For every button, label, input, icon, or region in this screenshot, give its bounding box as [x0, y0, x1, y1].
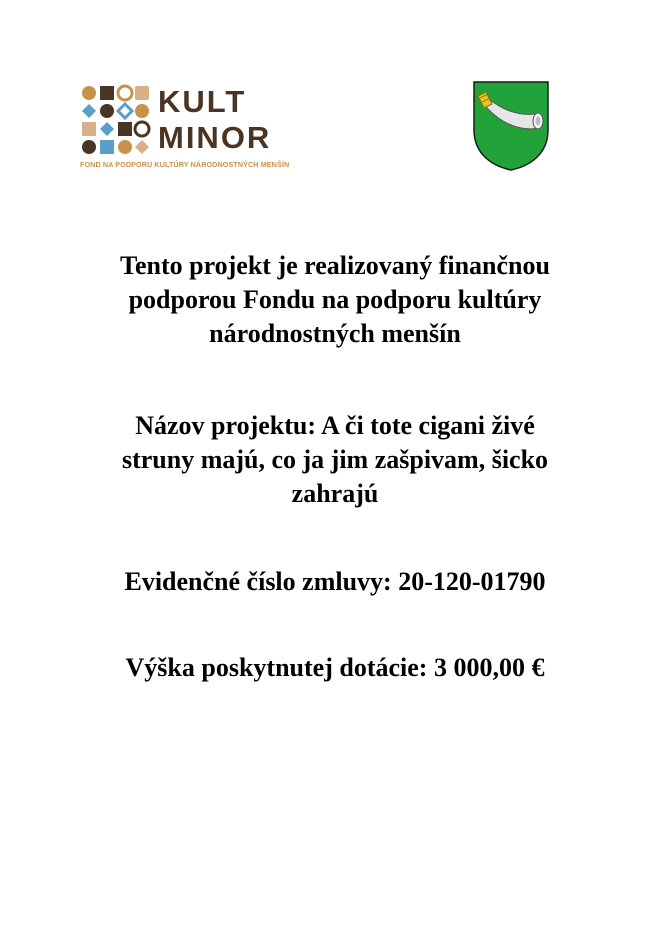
municipal-coat-of-arms-icon: [472, 80, 550, 172]
project-name-line-2: struny majú, co ja jim zašpivam, šicko: [121, 445, 549, 474]
project-name-line-1: Názov projektu: A či tote cigani živé: [135, 411, 535, 440]
kultminor-logo-mark-icon: [80, 84, 152, 156]
contract-number: Evidenčné číslo zmluvy: 20-120-01790: [124, 567, 546, 596]
funding-statement-line-3: národnostných menšín: [209, 319, 461, 348]
kultminor-logo: [80, 84, 320, 174]
logo-wordmark-kult: KULT: [158, 84, 247, 119]
funding-statement-line-1: Tento projekt je realizovaný finančnou: [120, 251, 550, 280]
logo-wordmark-minor: MINOR: [158, 120, 272, 155]
funding-statement-line-2: podporou Fondu na podporu kultúry: [128, 285, 542, 314]
project-name: [60, 409, 610, 511]
project-name-line-3: zahrajú: [291, 479, 379, 508]
funding-statement: [60, 249, 610, 351]
logo-tagline: FOND NA PODPORU KULTÚRY NÁRODNOSTNÝCH MENŠÍN: [80, 160, 290, 169]
grant-amount: Výška poskytnutej dotácie: 3 000,00 €: [125, 653, 545, 682]
